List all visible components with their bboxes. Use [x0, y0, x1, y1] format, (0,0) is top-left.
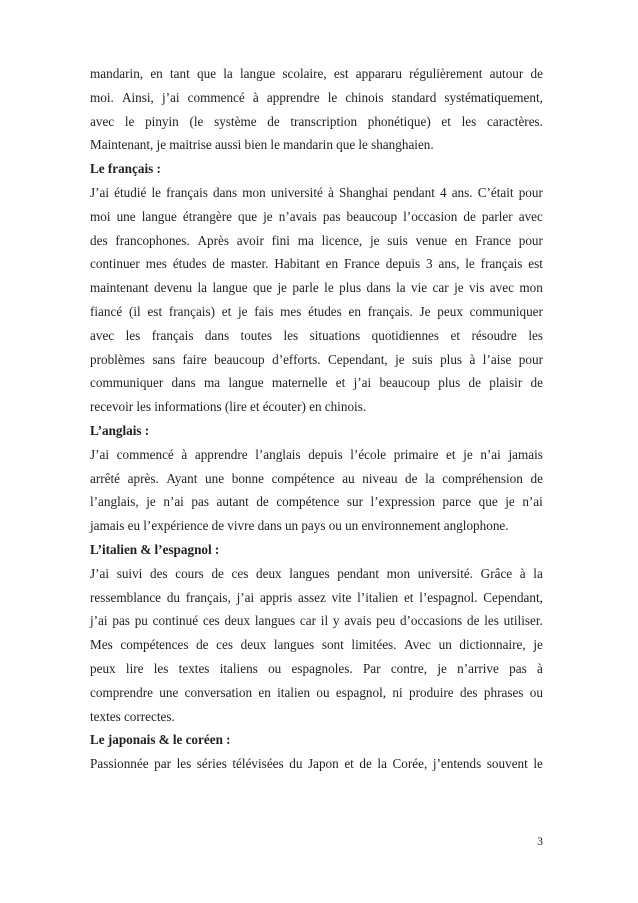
text-line: J’ai suivi des cours de ces deux langues pendant mon université. Grâce à la: [90, 565, 543, 581]
page-number: 3: [537, 836, 543, 848]
text-line: communiquer dans ma langue maternelle et j’ai beaucoup plus de plaisir de: [90, 375, 543, 391]
text-line: moi une langue étrangère que je n’avais pas beaucoup l’occasion de parler avec: [90, 208, 543, 224]
text-line: fiancé (il est français) et je fais mes études en français. Je peux communiquer: [90, 303, 543, 319]
text-line: J’ai étudié le français dans mon université à Shanghai pendant 4 ans. C’était pour: [90, 184, 543, 200]
text-line: des francophones. Après avoir fini ma licence, je suis venue en France pour: [90, 232, 543, 248]
text-line: mandarin, en tant que la langue scolaire, est appararu régulièrement autour de: [90, 66, 543, 81]
section-heading: Le japonais & le coréen :: [90, 732, 231, 748]
text-line: Maintenant, je maitrise aussi bien le mandarin que le shanghaien.: [90, 137, 434, 153]
text-line: recevoir les informations (lire et écouter) en chinois.: [90, 399, 367, 415]
document-body: [90, 62, 543, 776]
section-heading: L’italien & l’espagnol :: [90, 541, 220, 557]
text-line: avec le pinyin (le système de transcription phonétique) et les caractères.: [90, 113, 543, 129]
text-line: Mes compétences de ces deux langues sont limitées. Avec un dictionnaire, je: [90, 637, 543, 653]
text-line: problèmes sans faire beaucoup d’efforts. Cependant, je suis plus à l’aise pour: [90, 351, 543, 367]
text-line: moi. Ainsi, j’ai commencé à apprendre le chinois standard systématiquement,: [90, 89, 543, 105]
text-line: j’ai pas pu continué ces deux langues car il y avais peu d’occasions de les utiliser.: [90, 613, 543, 629]
text-line: comprendre une conversation en italien ou espagnol, ni produire des phrases ou: [90, 684, 543, 700]
text-line: arrêté après. Ayant une bonne compétence au niveau de la compréhension de: [90, 470, 543, 486]
text-line: avec les français dans toutes les situations quotidiennes et résoudre les: [90, 327, 543, 343]
section-heading: Le français :: [90, 161, 161, 177]
text-line: J’ai commencé à apprendre l’anglais depuis l’école primaire et je n’ai jamais: [90, 446, 543, 462]
text-line: jamais eu l’expérience de vivre dans un pays ou un environnement anglophone.: [90, 518, 509, 534]
text-line: Passionnée par les séries télévisées du Japon et de la Corée, j’entends souvent le: [90, 756, 543, 772]
section-heading: L’anglais :: [90, 422, 150, 438]
text-line: textes correctes.: [90, 708, 175, 724]
text-line: maintenant devenu la langue que je parle le plus dans la vie car je vis avec mon: [90, 280, 543, 296]
text-line: ressemblance du français, j’ai appris assez vite l’italien et l’espagnol. Cependant,: [90, 589, 543, 605]
text-line: l’anglais, je n’ai pas autant de compétence sur l’expression parce que je n’ai: [90, 494, 543, 510]
text-line: peux lire les textes italiens ou espagnoles. Par contre, je n’arrive pas à: [90, 660, 543, 676]
text-line: continuer mes études de master. Habitant en France depuis 3 ans, le français est: [90, 256, 543, 272]
